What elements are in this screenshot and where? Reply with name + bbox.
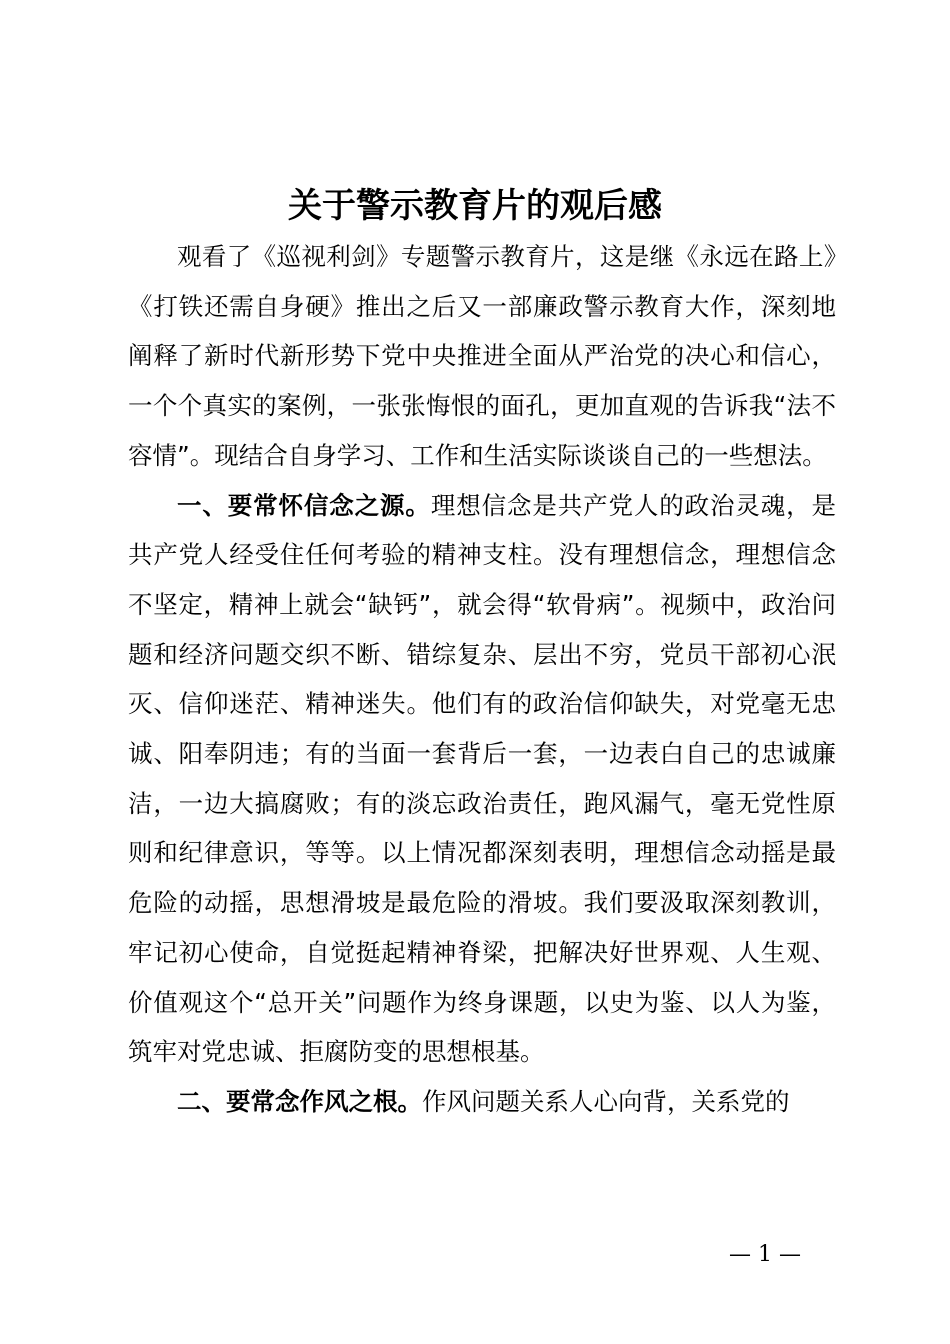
section-2-heading: 二、要常念作风之根。 — [177, 1086, 422, 1116]
document-body — [128, 232, 836, 1127]
paragraph-section-2 — [128, 1077, 836, 1127]
section-2-text: 作风问题关系人心向背，关系党的 — [422, 1086, 790, 1116]
document-title: 关于警示教育片的观后感 — [288, 186, 662, 226]
page-number: — 1 — — [729, 1242, 801, 1267]
paragraph-intro — [128, 232, 836, 481]
section-1-heading: 一、要常怀信念之源。 — [177, 490, 431, 520]
section-1-text: 理想信念是共产党人的政治灵魂，是共产党人经受住任何考验的精神支柱。没有理想信念，理想信念不坚定，精神上就会“缺钙”，就会得“软骨病”。视频中，政治问题和经济问题交织不断、错综复杂、层出不穷，党员干部初心泯灭、信仰迷茫、精神迷失。他们有的政治信仰缺失，对党毫无忠诚、阳奉阴违；有的当面一套背后一套，一边表白自己的忠诚廉洁，一边大搞腐败；有的淡忘政治责任，跑风漏气，毫无党性原则和纪律意识，等等。以上情况都深刻表明，理想信念动摇是最危险的动摇，思想滑坡是最危险的滑坡。我们要汲取深刻教训，牢记初心使命，自觉挺起精神脊梁，把解决好世界观、人生观、价值观这个“总开关”问题作为终身课题，以史为鉴、以人为鉴，筑牢对党忠诚、拒腐防变的思想根基。 — [128, 490, 837, 1067]
paragraph-intro-text: 观看了《巡视利剑》专题警示教育片，这是继《永远在路上》《打铁还需自身硬》推出之后又一部廉政警示教育大作，深刻地阐释了新时代新形势下党中央推进全面从严治党的决心和信心，一个个真实的案例，一张张悔恨的面孔，更加直观的告诉我“法不容情”。现结合自身学习、工作和生活实际谈谈自己的一些想法。 — [128, 242, 836, 470]
paragraph-section-1 — [128, 481, 836, 1077]
